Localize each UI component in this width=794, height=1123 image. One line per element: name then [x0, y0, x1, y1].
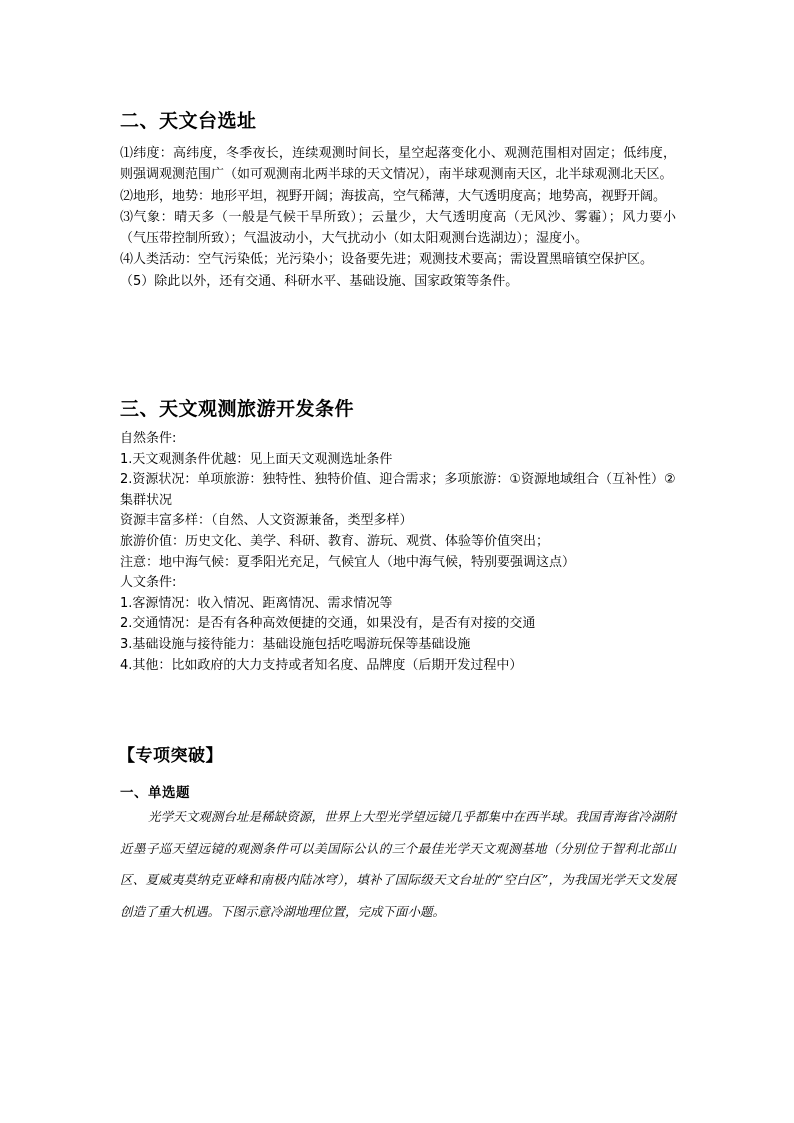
condition-latitude: ⑴纬度：高纬度，冬季夜长，连续观测时间长，星空起落变化小、观测范围相对固定；低纬度，则强调观测范围广（如可观测南北两半球的天文情况），南半球观测南天区，北半球观测北天区。: [120, 146, 676, 183]
list-item: 4.其他：比如政府的大力支持或者知名度、品牌度（后期开发过程中）: [120, 657, 523, 673]
passage-text: 光学天文观测台址是稀缺资源，世界上大型光学望远镜几乎都集中在西半球。我国青海省冷湖附近墨子巡天望远镜的观测条件可以美国际公认的三个最佳光学天文观测基地（分别位于智利北部山区、夏威夷莫纳克亚峰和南极内陆冰穹），填补了国际级天文台址的“空白区”，为我国光学天文发展创造了重大机遇。下图示意冷湖地理位置，完成下面小题。: [120, 809, 676, 919]
condition-human-activity: ⑷人类活动：空气污染低；光污染小；设备要先进；观测技术要高；需设置黑暗镇空保护区。: [120, 252, 654, 268]
observatory-site-conditions: [120, 143, 676, 292]
question-type-heading: 一、单选题: [120, 785, 190, 801]
condition-weather: ⑶气象：晴天多（一般是气候干旱所致）；云量少，大气透明度高（无风沙、雾霾）；风力要小（气压带控制所致）；气温波动小，大气扰动小（如太阳观测台选湖边）；湿度小。: [120, 209, 676, 247]
list-item: 旅游价值：历史文化、美学、科研、教育、游玩、观赏、体验等价值突出；: [120, 533, 550, 549]
special-practice-heading: 【专项突破】: [118, 746, 223, 766]
list-item: 1.客源情况：收入情况、距离情况、需求情况等: [120, 595, 393, 611]
section-heading-tourism-conditions: 三、天文观测旅游开发条件: [120, 398, 355, 420]
list-item: 注意：地中海气候：夏季阳光充足，气候宜人（地中海气候，特别要强调这点）: [120, 554, 576, 570]
question-passage: [120, 801, 676, 927]
list-item: 自然条件:: [120, 431, 177, 446]
tourism-conditions-list: [120, 429, 680, 676]
condition-terrain: ⑵地形，地势：地形平坦，视野开阔；海拔高，空气稀薄，大气透明度高；地势高，视野开阔。: [120, 188, 667, 204]
section-heading-observatory-site: 二、天文台选址: [120, 110, 257, 132]
list-item: 2.资源状况：单项旅游：独特性、独特价值、迎合需求；多项旅游：①资源地域组合（互补性）②集群状况: [120, 472, 676, 508]
list-item: 3.基础设施与接待能力：基础设施包括吃喝游玩保等基础设施: [120, 636, 471, 652]
list-item: 2.交通情况：是否有各种高效便捷的交通，如果没有，是否有对接的交通: [120, 616, 536, 632]
list-item: 人文条件:: [120, 575, 177, 591]
condition-other: （5）除此以外，还有交通、科研水平、基础设施、国家政策等条件。: [120, 273, 519, 289]
list-item: 1.天文观测条件优越：见上面天文观测选址条件: [120, 451, 393, 467]
list-item: 资源丰富多样：（自然、人文资源兼备，类型多样）: [120, 513, 413, 529]
